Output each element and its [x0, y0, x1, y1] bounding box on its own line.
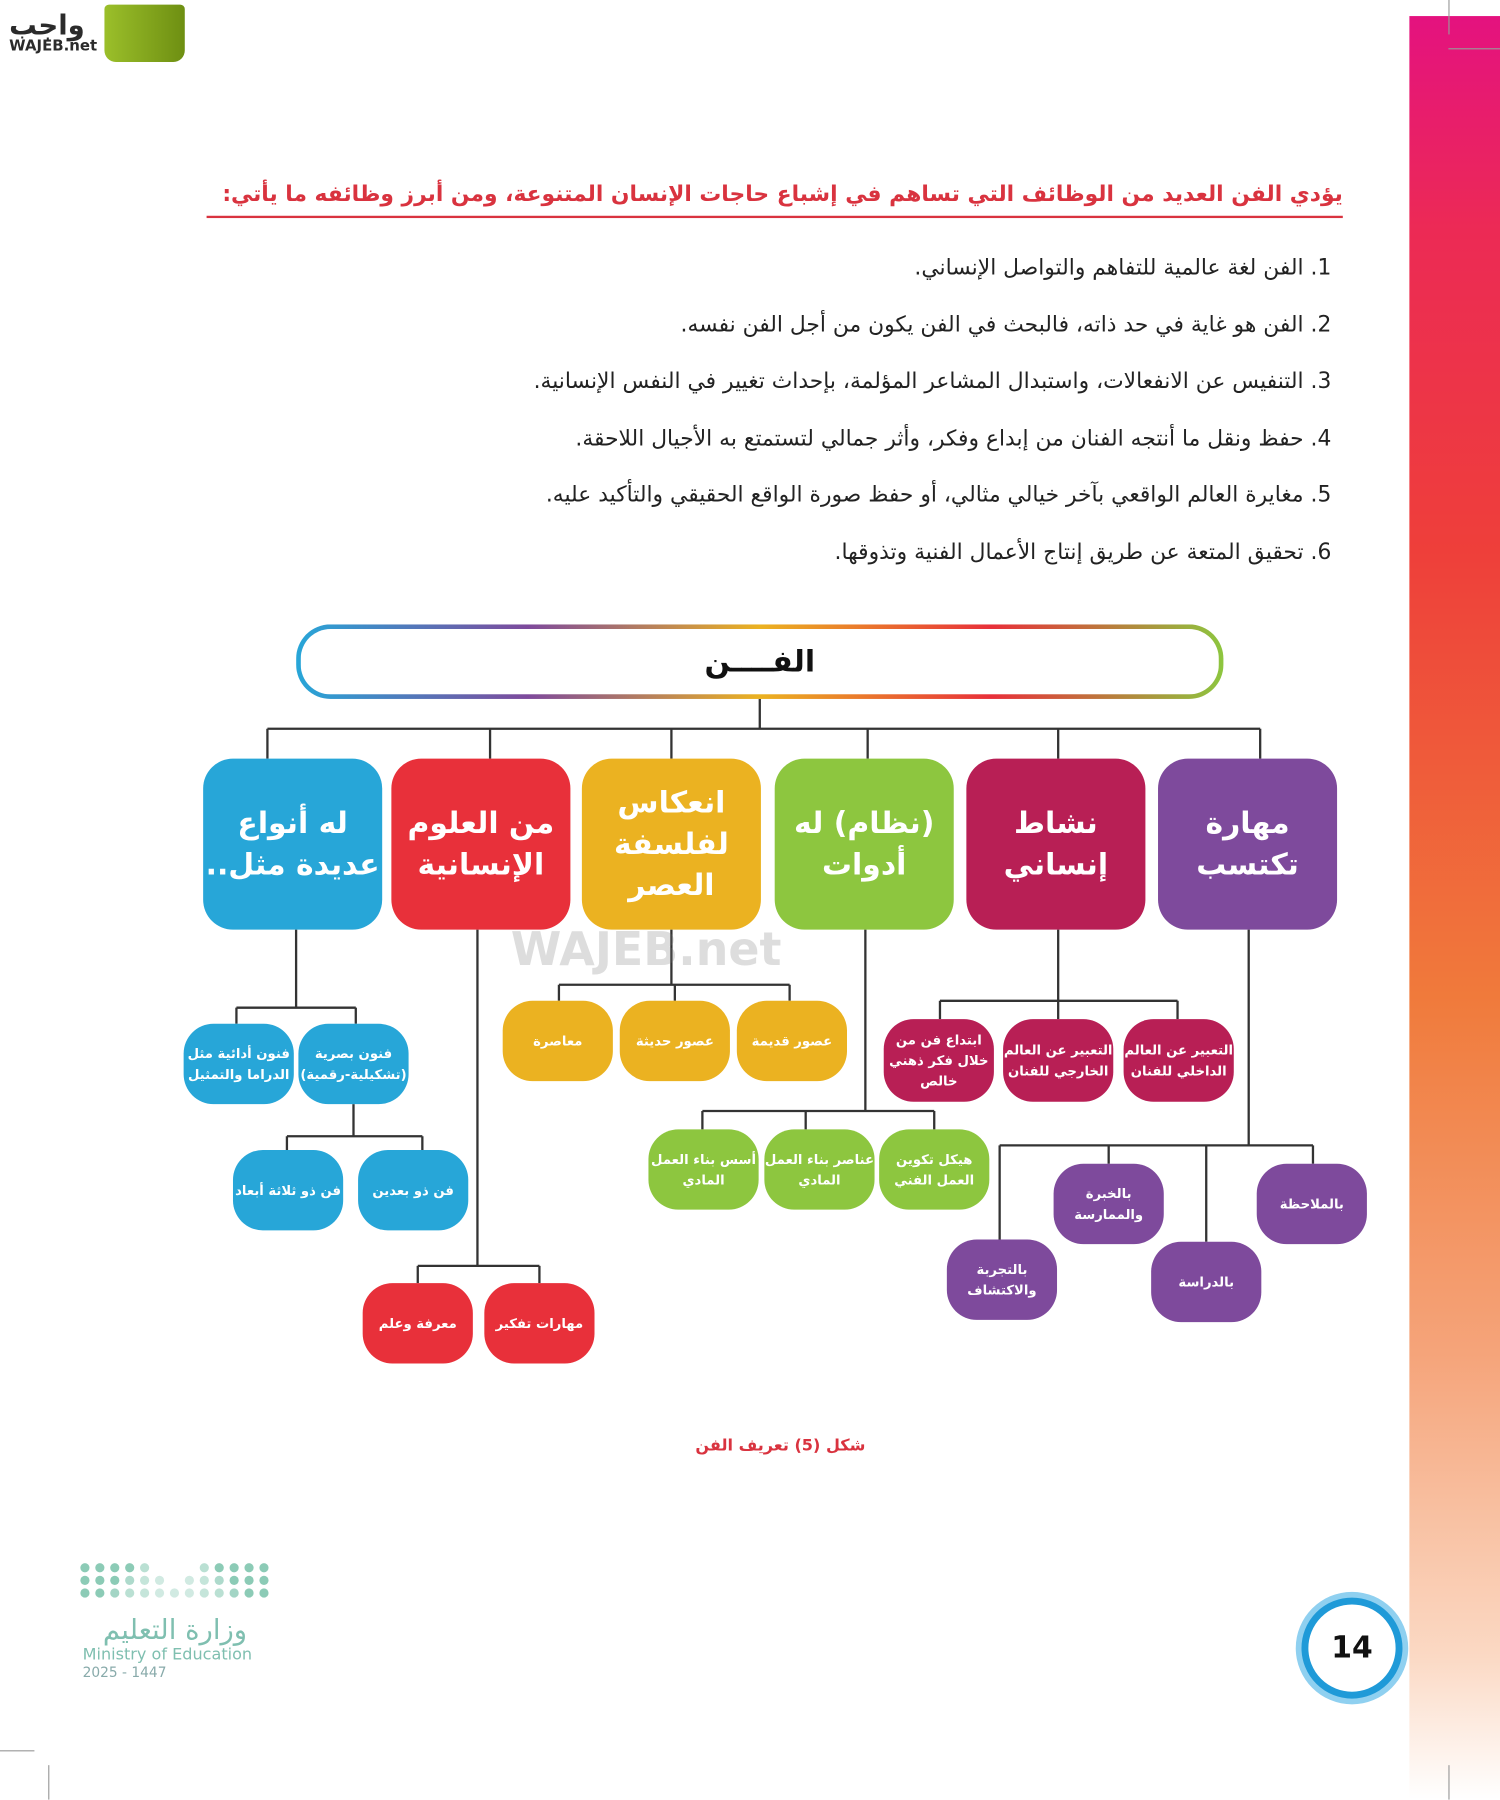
- ministry-dots-icon: [80, 1563, 269, 1597]
- branch-humanities: من العلوم الإنسانية: [391, 759, 570, 930]
- ministry-year: 2025 - 1447: [82, 1664, 167, 1681]
- intro-heading: يؤدي الفن العديد من الوظائف التي تساهم في إشباع حاجات الإنسان المتنوعة، ومن أبرز وظائفه ما يأتي:: [207, 181, 1343, 218]
- ministry-logo: [80, 1563, 269, 1680]
- node-contemporary: معاصرة: [503, 1001, 613, 1081]
- node-structure: هيكل تكوين العمل الفني: [879, 1129, 989, 1209]
- page-number: 14: [1301, 1598, 1402, 1699]
- branch-types: له أنواع عديدة مثل..: [203, 759, 382, 930]
- node-thinking-skills: مهارات تفكير: [484, 1283, 594, 1363]
- list-item: 2. الفن هو غاية في حد ذاته، فالبحث في الفن يكون من أجل الفن نفسه.: [680, 311, 1332, 337]
- branch-era-reflection: انعكاس لفلسفة العصر: [582, 759, 761, 930]
- node-inner-world: التعبير عن العالم الداخلي للفنان: [1124, 1019, 1234, 1102]
- list-item: 3. التنفيس عن الانفعالات، واستبدال المشاعر المؤلمة، بإحداث تغيير في النفس الإنسانية.: [533, 368, 1332, 394]
- node-performing-arts: فنون أدائية مثل الدراما والتمثيل: [184, 1024, 294, 1104]
- node-ancient: عصور قديمة: [737, 1001, 847, 1081]
- node-observation: بالملاحظة: [1257, 1164, 1367, 1244]
- diagram-root: الفــــن: [296, 624, 1223, 699]
- figure-caption: شكل (5) تعريف الفن: [695, 1436, 866, 1456]
- node-experience: بالخبرة والممارسة: [1054, 1164, 1164, 1244]
- list-item: 1. الفن لغة عالمية للتفاهم والتواصل الإنساني.: [914, 254, 1332, 281]
- ministry-arabic: وزارة التعليم: [102, 1613, 248, 1646]
- node-principles: أسس بناء العمل المادي: [648, 1129, 758, 1209]
- list-item: 6. تحقيق المتعة عن طريق إنتاج الأعمال الفنية وتذوقها.: [834, 538, 1332, 565]
- logo-arabic: واجب: [9, 8, 85, 41]
- branch-system-tools: (نظام) له أدوات: [775, 759, 954, 930]
- node-pure-thought: ابتداع فن من خلال فكر ذهني خالص: [884, 1019, 994, 1102]
- logo-english: WAJEB.net: [9, 37, 98, 55]
- node-knowledge: معرفة وعلم: [363, 1283, 473, 1363]
- watermark: WAJEB.net: [510, 923, 782, 977]
- node-outer-world: التعبير عن العالم الخارجي للفنان: [1003, 1019, 1113, 1102]
- branch-human-activity: نشاط إنساني: [966, 759, 1145, 930]
- node-visual-arts: فنون بصرية (تشكيلية-رقمية): [298, 1024, 408, 1104]
- list-item: 4. حفظ ونقل ما أنتجه الفنان من إبداع وفكر، وأثر جمالي لتستمتع به الأجيال اللاحقة.: [575, 425, 1332, 451]
- list-item: 5. مغايرة العالم الواقعي بآخر خيالي مثالي، أو حفظ صورة الواقع الحقيقي والتأكيد عليه.: [545, 482, 1332, 508]
- node-elements: عناصر بناء العمل المادي: [764, 1129, 874, 1209]
- node-2d-art: فن ذو بعدين: [358, 1150, 468, 1230]
- branch-skill: مهارة تكتسب: [1158, 759, 1337, 930]
- node-experiment: بالتجربة والاكتشاف: [947, 1240, 1057, 1320]
- ministry-english: Ministry of Education: [82, 1645, 253, 1665]
- node-study: بالدراسة: [1151, 1242, 1261, 1322]
- node-3d-art: فن ذو ثلاثة أبعاد: [233, 1150, 343, 1230]
- node-modern: عصور حديثة: [620, 1001, 730, 1081]
